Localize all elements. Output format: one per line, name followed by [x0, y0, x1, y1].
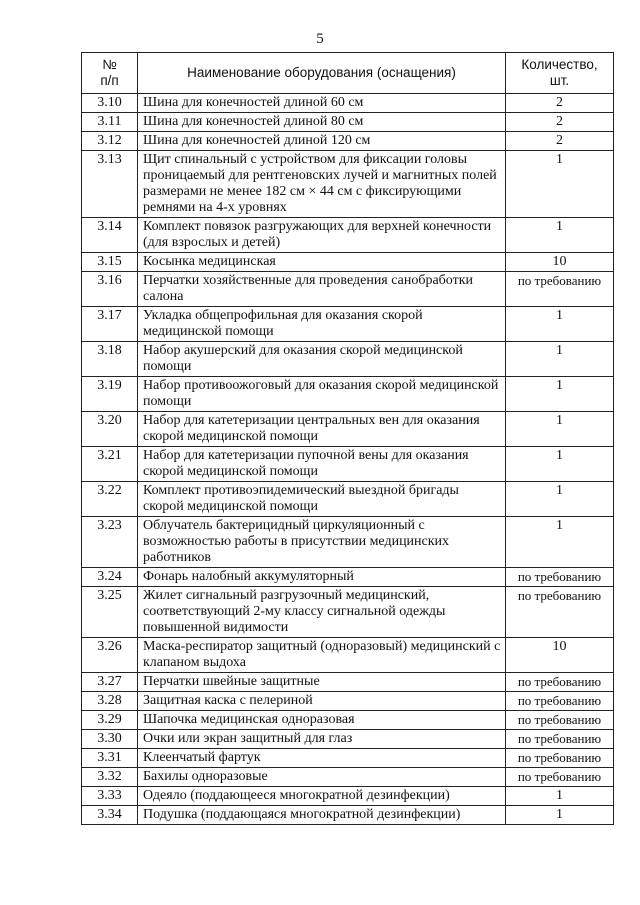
equipment-name: Фонарь налобный аккумуляторный	[138, 568, 506, 587]
equipment-name: Одеяло (поддающееся многократной дезинфекции)	[138, 787, 506, 806]
table-row	[82, 307, 614, 342]
quantity: по требованию	[506, 692, 614, 711]
header-qty: Количество, шт.	[506, 53, 614, 94]
equipment-name: Бахилы одноразовые	[138, 768, 506, 787]
row-number: 3.26	[82, 638, 138, 673]
equipment-name: Жилет сигнальный разгрузочный медицинский, соответствующий 2-му классу сигнальной одежды повышенной видимости	[138, 587, 506, 638]
quantity: по требованию	[506, 768, 614, 787]
table-row	[82, 730, 614, 749]
quantity: по требованию	[506, 749, 614, 768]
row-number: 3.22	[82, 482, 138, 517]
quantity: 1	[506, 447, 614, 482]
equipment-name: Набор для катетеризации центральных вен для оказания скорой медицинской помощи	[138, 412, 506, 447]
table-row	[82, 768, 614, 787]
table-row	[82, 749, 614, 768]
quantity: 1	[506, 787, 614, 806]
header-name: Наименование оборудования (оснащения)	[138, 53, 506, 94]
row-number: 3.20	[82, 412, 138, 447]
table-header-row	[82, 53, 614, 94]
row-number: 3.10	[82, 94, 138, 113]
table-row	[82, 218, 614, 253]
quantity: по требованию	[506, 730, 614, 749]
equipment-name: Шина для конечностей длиной 80 см	[138, 113, 506, 132]
table-row	[82, 377, 614, 412]
quantity: 1	[506, 342, 614, 377]
quantity: 10	[506, 638, 614, 673]
quantity: 1	[506, 482, 614, 517]
equipment-name: Перчатки швейные защитные	[138, 673, 506, 692]
equipment-name: Набор акушерский для оказания скорой медицинской помощи	[138, 342, 506, 377]
equipment-name: Защитная каска с пелериной	[138, 692, 506, 711]
row-number: 3.17	[82, 307, 138, 342]
table-row	[82, 342, 614, 377]
row-number: 3.11	[82, 113, 138, 132]
row-number: 3.18	[82, 342, 138, 377]
row-number: 3.31	[82, 749, 138, 768]
table-row	[82, 272, 614, 307]
table-row	[82, 692, 614, 711]
equipment-name: Щит спинальный с устройством для фиксации головы проницаемый для рентгеновских лучей и магнитных полей размерами не менее 182 см × 44 см с фиксирующими ремнями на 4-х уровнях	[138, 151, 506, 218]
table-row	[82, 151, 614, 218]
row-number: 3.29	[82, 711, 138, 730]
equipment-name: Шина для конечностей длиной 120 см	[138, 132, 506, 151]
header-num: № п/п	[82, 53, 138, 94]
table-row	[82, 711, 614, 730]
quantity: по требованию	[506, 673, 614, 692]
quantity: 1	[506, 806, 614, 825]
quantity: по требованию	[506, 568, 614, 587]
row-number: 3.27	[82, 673, 138, 692]
table-row	[82, 517, 614, 568]
table-row	[82, 113, 614, 132]
equipment-name: Подушка (поддающаяся многократной дезинфекции)	[138, 806, 506, 825]
row-number: 3.34	[82, 806, 138, 825]
quantity: 2	[506, 113, 614, 132]
table-row	[82, 482, 614, 517]
row-number: 3.32	[82, 768, 138, 787]
equipment-name: Косынка медицинская	[138, 253, 506, 272]
quantity: 10	[506, 253, 614, 272]
table-row	[82, 587, 614, 638]
equipment-name: Укладка общепрофильная для оказания скорой медицинской помощи	[138, 307, 506, 342]
row-number: 3.19	[82, 377, 138, 412]
quantity: по требованию	[506, 272, 614, 307]
quantity: по требованию	[506, 711, 614, 730]
table-row	[82, 447, 614, 482]
row-number: 3.30	[82, 730, 138, 749]
quantity: 1	[506, 218, 614, 253]
table-row	[82, 673, 614, 692]
equipment-table	[81, 52, 614, 825]
row-number: 3.13	[82, 151, 138, 218]
quantity: 1	[506, 377, 614, 412]
page-number: 5	[316, 31, 324, 47]
equipment-name: Шина для конечностей длиной 60 см	[138, 94, 506, 113]
table-row	[82, 806, 614, 825]
table-row	[82, 787, 614, 806]
quantity: 1	[506, 151, 614, 218]
equipment-name: Шапочка медицинская одноразовая	[138, 711, 506, 730]
quantity: 1	[506, 517, 614, 568]
table-row	[82, 94, 614, 113]
quantity: 2	[506, 132, 614, 151]
row-number: 3.28	[82, 692, 138, 711]
table-row	[82, 568, 614, 587]
table-body	[82, 94, 614, 825]
row-number: 3.33	[82, 787, 138, 806]
equipment-name: Очки или экран защитный для глаз	[138, 730, 506, 749]
equipment-name: Комплект повязок разгружающих для верхней конечности (для взрослых и детей)	[138, 218, 506, 253]
table-row	[82, 132, 614, 151]
equipment-name: Маска-респиратор защитный (одноразовый) медицинский с клапаном выдоха	[138, 638, 506, 673]
row-number: 3.21	[82, 447, 138, 482]
equipment-name: Клеенчатый фартук	[138, 749, 506, 768]
equipment-name: Набор для катетеризации пупочной вены для оказания скорой медицинской помощи	[138, 447, 506, 482]
quantity: 2	[506, 94, 614, 113]
quantity: по требованию	[506, 587, 614, 638]
row-number: 3.25	[82, 587, 138, 638]
equipment-name: Облучатель бактерицидный циркуляционный с возможностью работы в присутствии медицинских работников	[138, 517, 506, 568]
quantity: 1	[506, 412, 614, 447]
table-row	[82, 253, 614, 272]
quantity: 1	[506, 307, 614, 342]
equipment-name: Набор противоожоговый для оказания скорой медицинской помощи	[138, 377, 506, 412]
equipment-name: Комплект противоэпидемический выездной бригады скорой медицинской помощи	[138, 482, 506, 517]
equipment-name: Перчатки хозяйственные для проведения санобработки салона	[138, 272, 506, 307]
row-number: 3.23	[82, 517, 138, 568]
table-row	[82, 638, 614, 673]
row-number: 3.15	[82, 253, 138, 272]
row-number: 3.14	[82, 218, 138, 253]
row-number: 3.24	[82, 568, 138, 587]
row-number: 3.12	[82, 132, 138, 151]
table-row	[82, 412, 614, 447]
row-number: 3.16	[82, 272, 138, 307]
